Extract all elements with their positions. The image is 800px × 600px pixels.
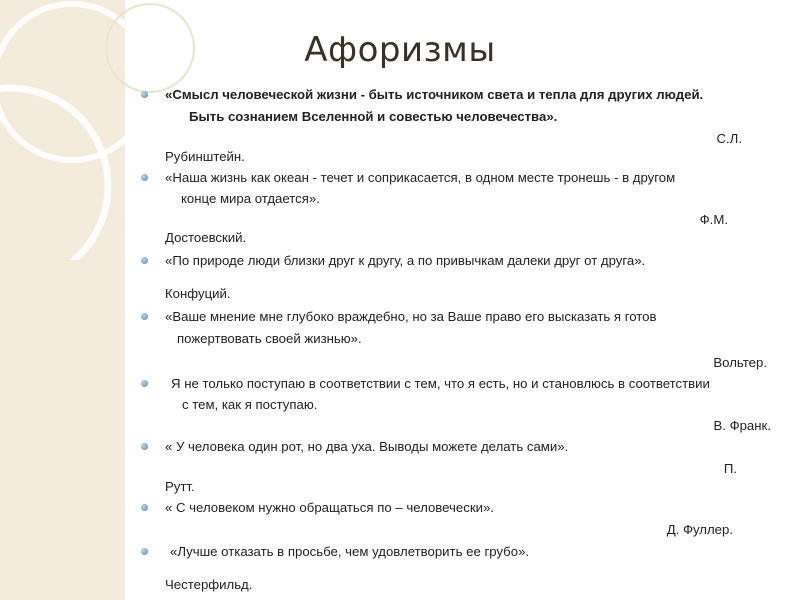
aphorism-1-author-initials: С.Л. [716,131,742,146]
aphorism-6-author-initial: П. [723,461,737,476]
aphorism-8-author: Честерфильд. [165,577,253,592]
aphorism-7-quote: « С человеком нужно обращаться по – человечески». [165,499,785,516]
aphorism-6-quote: « У человека один рот, но два уха. Выводы можете делать сами». [165,438,785,455]
aphorism-2-quote: «Наша жизнь как океан - течет и соприкасается, в одном месте тронешь - в другом [165,169,785,186]
aphorism-list [165,78,785,593]
aphorism-5-author: В. Франк. [713,418,771,433]
aphorism-7-author: Д. Фуллер. [666,522,733,537]
slide-title: Афоризмы [304,30,496,70]
aphorism-5-quote: Я не только поступаю в соответствии с тем, что я есть, но и становлюсь в соответствии [165,375,785,392]
aphorism-4-quote: «Ваше мнение мне глубоко враждебно, но за Ваше право его высказать я готов [165,308,785,325]
aphorism-3-author: Конфуций. [165,286,231,301]
aphorism-2-continuation: конце мира отдается». [181,191,320,206]
aphorism-3-quote: «По природе люди близки друг к другу, а по привычкам далеки друг от друга». [165,252,785,269]
aphorism-1-author-name: Рубинштейн. [165,149,245,164]
aphorism-1-continuation: Быть сознанием Вселенной и совестью человечества». [189,109,558,124]
aphorism-4-continuation: пожертвовать своей жизнью». [177,331,362,346]
aphorism-2-author-name: Достоевский. [165,230,247,245]
aphorism-2-author-initials: Ф.М. [699,212,728,227]
aphorism-5-continuation: с тем, как я поступаю. [182,397,318,412]
aphorism-4-author: Вольтер. [713,355,767,370]
aphorism-8-quote: «Лучше отказать в просьбе, чем удовлетворить ее грубо». [165,543,785,560]
aphorism-6-author-name: Рутт. [165,479,195,494]
aphorism-1-quote: «Смысл человеческой жизни - быть источником света и тепла для других людей. [165,86,785,103]
